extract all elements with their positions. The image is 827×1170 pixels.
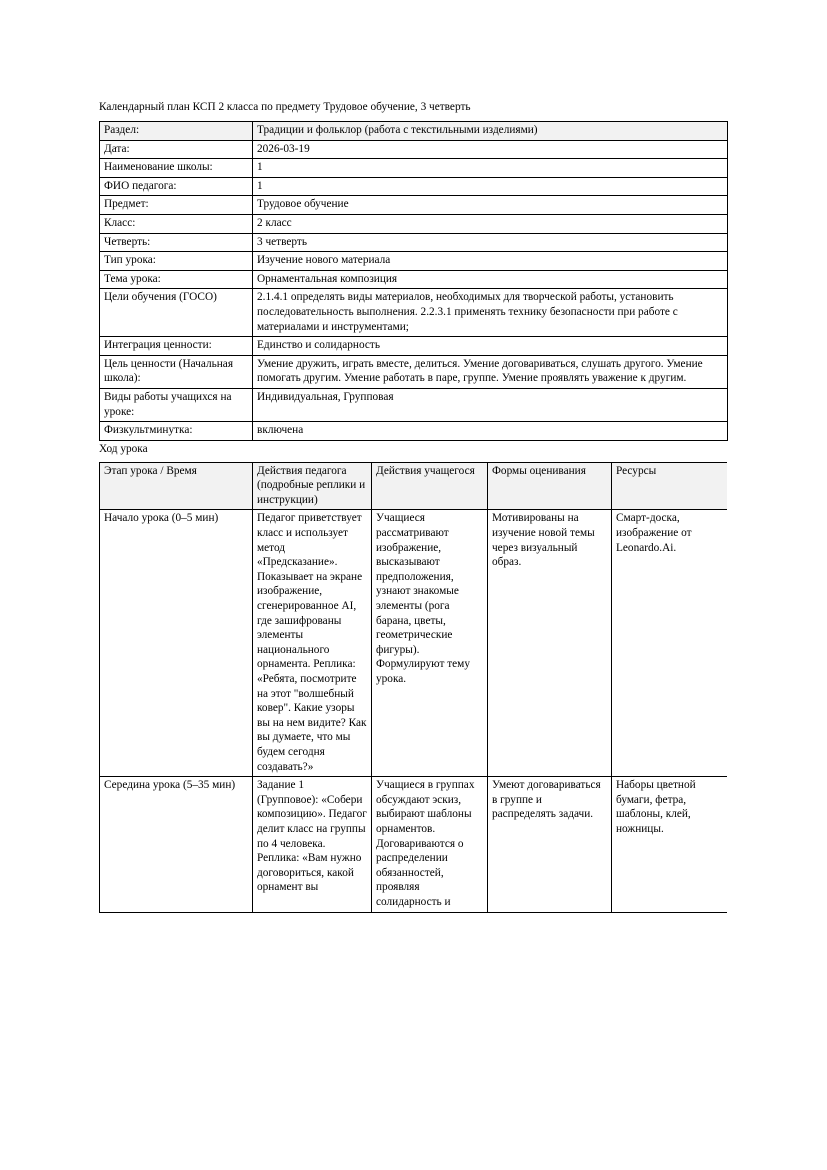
info-table-row <box>100 214 728 233</box>
flow-cell-resources: Смарт-доска, изображение от Leonardo.Ai. <box>612 510 728 777</box>
page-title: Календарный план КСП 2 класса по предмету Трудовое обучение, 3 четверть <box>99 101 471 113</box>
info-row-value: Изучение нового материала <box>253 252 728 271</box>
info-table-row <box>100 289 728 337</box>
info-row-value: Умение дружить, играть вместе, делиться. Умение договариваться, слушать другого. Умение помогать другим. Умение работать в паре, группе. Умение проявлять уважение к другим. <box>253 355 728 388</box>
section-caption-lesson-flow: Ход урока <box>99 442 148 455</box>
info-row-label: Наименование школы: <box>100 159 253 178</box>
info-row-value: 1 <box>253 159 728 178</box>
info-row-label: Тема урока: <box>100 270 253 289</box>
info-table-row <box>100 233 728 252</box>
info-row-label: Четверть: <box>100 233 253 252</box>
info-row-value: включена <box>253 422 728 441</box>
info-row-value: 2026-03-19 <box>253 140 728 159</box>
flow-column-header: Формы оценивания <box>488 462 612 510</box>
info-table-row <box>100 140 728 159</box>
info-table-row <box>100 252 728 271</box>
info-table-row <box>100 388 728 421</box>
info-row-label: Виды работы учащихся на уроке: <box>100 388 253 421</box>
info-row-value: 2 класс <box>253 214 728 233</box>
table-row <box>100 777 728 912</box>
flow-cell-student-actions: Учащиеся рассматривают изображение, высказывают предположения, узнают знакомые элементы (рога барана, цветы, геометрические фигуры). Формулируют тему урока. <box>372 510 488 777</box>
flow-cell-student-actions: Учащиеся в группах обсуждают эскиз, выбирают шаблоны орнаментов. Договариваются о распределении обязанностей, проявляя солидарность и <box>372 777 488 912</box>
info-row-value: Трудовое обучение <box>253 196 728 215</box>
info-table-row <box>100 422 728 441</box>
info-row-label: Раздел: <box>100 122 253 141</box>
info-row-label: Дата: <box>100 140 253 159</box>
info-table-body <box>100 122 728 441</box>
lesson-info-table <box>99 121 728 441</box>
info-row-value: Единство и солидарность <box>253 337 728 356</box>
info-row-value: Традиции и фольклор (работа с текстильными изделиями) <box>253 122 728 141</box>
flow-cell-assessment: Мотивированы на изучение новой темы через визуальный образ. <box>488 510 612 777</box>
lesson-flow-table <box>99 462 727 913</box>
flow-cell-stage: Начало урока (0–5 мин) <box>100 510 253 777</box>
flow-column-header: Действия педагога (подробные реплики и инструкции) <box>253 462 372 510</box>
info-table-row <box>100 270 728 289</box>
info-table-row <box>100 177 728 196</box>
flow-cell-resources: Наборы цветной бумаги, фетра, шаблоны, клей, ножницы. <box>612 777 728 912</box>
flow-cell-assessment: Умеют договариваться в группе и распределять задачи. <box>488 777 612 912</box>
info-row-label: Класс: <box>100 214 253 233</box>
lesson-flow-table-clip <box>99 462 727 1076</box>
info-row-label: Тип урока: <box>100 252 253 271</box>
flow-table-head <box>100 462 728 510</box>
info-row-label: Предмет: <box>100 196 253 215</box>
info-row-value: 2.1.4.1 определять виды материалов, необходимых для творческой работы, установить последовательность выполнения. 2.2.3.1 применять технику безопасности при работе с материалами и инструментами; <box>253 289 728 337</box>
flow-column-header: Этап урока / Время <box>100 462 253 510</box>
info-row-value: Орнаментальная композиция <box>253 270 728 289</box>
info-row-label: Цели обучения (ГОСО) <box>100 289 253 337</box>
info-table-row <box>100 159 728 178</box>
info-row-label: ФИО педагога: <box>100 177 253 196</box>
info-row-value: 3 четверть <box>253 233 728 252</box>
info-row-value: Индивидуальная, Групповая <box>253 388 728 421</box>
flow-header-row <box>100 462 728 510</box>
flow-cell-teacher-actions: Задание 1 (Групповое): «Собери композицию». Педагог делит класс на группы по 4 человека. Реплика: «Вам нужно договориться, какой орнамент вы <box>253 777 372 912</box>
flow-table-body <box>100 510 728 912</box>
table-row <box>100 510 728 777</box>
info-row-label: Интеграция ценности: <box>100 337 253 356</box>
info-table-row <box>100 196 728 215</box>
info-table-row <box>100 355 728 388</box>
flow-column-header: Действия учащегося <box>372 462 488 510</box>
info-table-row <box>100 122 728 141</box>
flow-cell-teacher-actions: Педагог приветствует класс и использует метод «Предсказание». Показывает на экране изображение, сгенерированное AI, где зашифрованы элементы национального орнамента. Реплика: «Ребята, посмотрите на этот "волшебный ковер". Какие узоры вы на нем видите? Как вы думаете, что мы будем сегодня создавать?» <box>253 510 372 777</box>
info-row-label: Цель ценности (Начальная школа): <box>100 355 253 388</box>
info-row-label: Физкультминутка: <box>100 422 253 441</box>
flow-column-header: Ресурсы <box>612 462 728 510</box>
info-row-value: 1 <box>253 177 728 196</box>
info-table-row <box>100 337 728 356</box>
flow-cell-stage: Середина урока (5–35 мин) <box>100 777 253 912</box>
